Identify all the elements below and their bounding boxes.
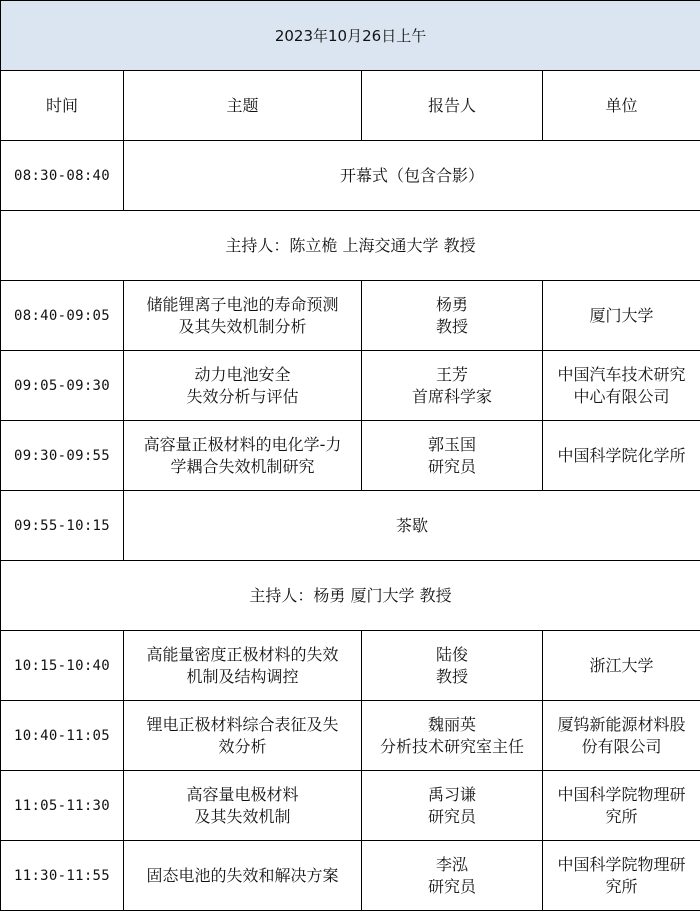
event-row [1, 491, 700, 561]
header-time: 时间 [1, 71, 124, 141]
text-line: 中国科学院化学所 [557, 445, 686, 465]
header-row [1, 71, 700, 141]
reporter-cell [362, 841, 543, 911]
time-cell: 08:30-08:40 [1, 141, 124, 211]
unit-cell [543, 771, 700, 841]
host-row [1, 561, 700, 631]
text-line: 究所 [605, 876, 638, 896]
text-line: 研究员 [427, 806, 476, 826]
session-row [1, 841, 700, 911]
text-line: 研究员 [427, 876, 476, 896]
session-row [1, 281, 700, 351]
unit-cell [543, 421, 700, 491]
text-line: 份有限公司 [581, 736, 662, 756]
schedule-title: 2023年10月26日上午 [1, 1, 700, 71]
text-line: 首席科学家 [411, 386, 492, 406]
text-line: 高容量正极材料的电化学-力 [143, 434, 342, 454]
host-info: 主持人：杨勇 厦门大学 教授 [1, 561, 700, 631]
host-row [1, 211, 700, 281]
header-unit: 单位 [543, 71, 700, 141]
session-row [1, 421, 700, 491]
text-line: 及其失效机制 [194, 806, 291, 826]
topic-cell [124, 421, 362, 491]
text-line: 禹习谦 [427, 784, 476, 804]
text-line: 厦钨新能源材料股 [557, 714, 686, 734]
text-line: 厦门大学 [589, 305, 654, 325]
session-row [1, 631, 700, 701]
time-cell: 11:05-11:30 [1, 771, 124, 841]
text-line: 郭玉国 [427, 434, 476, 454]
text-line: 魏丽英 [427, 714, 476, 734]
text-line: 失效分析与评估 [186, 386, 299, 406]
header-topic: 主题 [124, 71, 362, 141]
unit-cell [543, 351, 700, 421]
text-line: 教授 [435, 316, 468, 336]
text-line: 高容量电极材料 [186, 784, 299, 804]
time-cell: 09:55-10:15 [1, 491, 124, 561]
text-line: 王芳 [435, 364, 468, 384]
text-line: 高能量密度正极材料的失效 [146, 644, 339, 664]
text-line: 究所 [605, 806, 638, 826]
topic-cell [124, 771, 362, 841]
schedule-body [1, 1, 700, 911]
text-line: 教授 [435, 666, 468, 686]
topic-cell [124, 281, 362, 351]
text-line: 学耦合失效机制研究 [170, 456, 315, 476]
unit-cell [543, 701, 700, 771]
time-cell: 09:05-09:30 [1, 351, 124, 421]
text-line: 李泓 [435, 854, 468, 874]
event-cell: 开幕式（包含合影） [124, 141, 700, 211]
session-row [1, 351, 700, 421]
text-line: 及其失效机制分析 [178, 316, 307, 336]
reporter-cell [362, 701, 543, 771]
session-row [1, 771, 700, 841]
time-cell: 08:40-09:05 [1, 281, 124, 351]
text-line: 中国科学院物理研 [557, 854, 686, 874]
text-line: 效分析 [218, 736, 267, 756]
reporter-cell [362, 631, 543, 701]
reporter-cell [362, 281, 543, 351]
unit-cell [543, 841, 700, 911]
host-info: 主持人：陈立桅 上海交通大学 教授 [1, 211, 700, 281]
topic-cell [124, 701, 362, 771]
text-line: 中国科学院物理研 [557, 784, 686, 804]
unit-cell [543, 631, 700, 701]
text-line: 陆俊 [435, 644, 468, 664]
text-line: 储能锂离子电池的寿命预测 [146, 294, 339, 314]
event-row [1, 141, 700, 211]
text-line: 研究员 [427, 456, 476, 476]
event-cell: 茶歇 [124, 491, 700, 561]
unit-cell [543, 281, 700, 351]
topic-cell [124, 351, 362, 421]
text-line: 浙江大学 [589, 655, 654, 675]
time-cell: 10:40-11:05 [1, 701, 124, 771]
text-line: 中心有限公司 [573, 386, 670, 406]
text-line: 锂电正极材料综合表征及失 [146, 714, 339, 734]
time-cell: 11:30-11:55 [1, 841, 124, 911]
title-row [1, 1, 700, 71]
topic-cell [124, 841, 362, 911]
text-line: 分析技术研究室主任 [379, 736, 524, 756]
topic-cell [124, 631, 362, 701]
text-line: 动力电池安全 [194, 364, 291, 384]
text-line: 杨勇 [435, 294, 468, 314]
time-cell: 09:30-09:55 [1, 421, 124, 491]
text-line: 中国汽车技术研究 [557, 364, 686, 384]
text-line: 固态电池的失效和解决方案 [146, 865, 339, 885]
time-cell: 10:15-10:40 [1, 631, 124, 701]
session-row [1, 701, 700, 771]
reporter-cell [362, 351, 543, 421]
reporter-cell [362, 421, 543, 491]
reporter-cell [362, 771, 543, 841]
header-reporter: 报告人 [362, 71, 543, 141]
text-line: 机制及结构调控 [186, 666, 299, 686]
